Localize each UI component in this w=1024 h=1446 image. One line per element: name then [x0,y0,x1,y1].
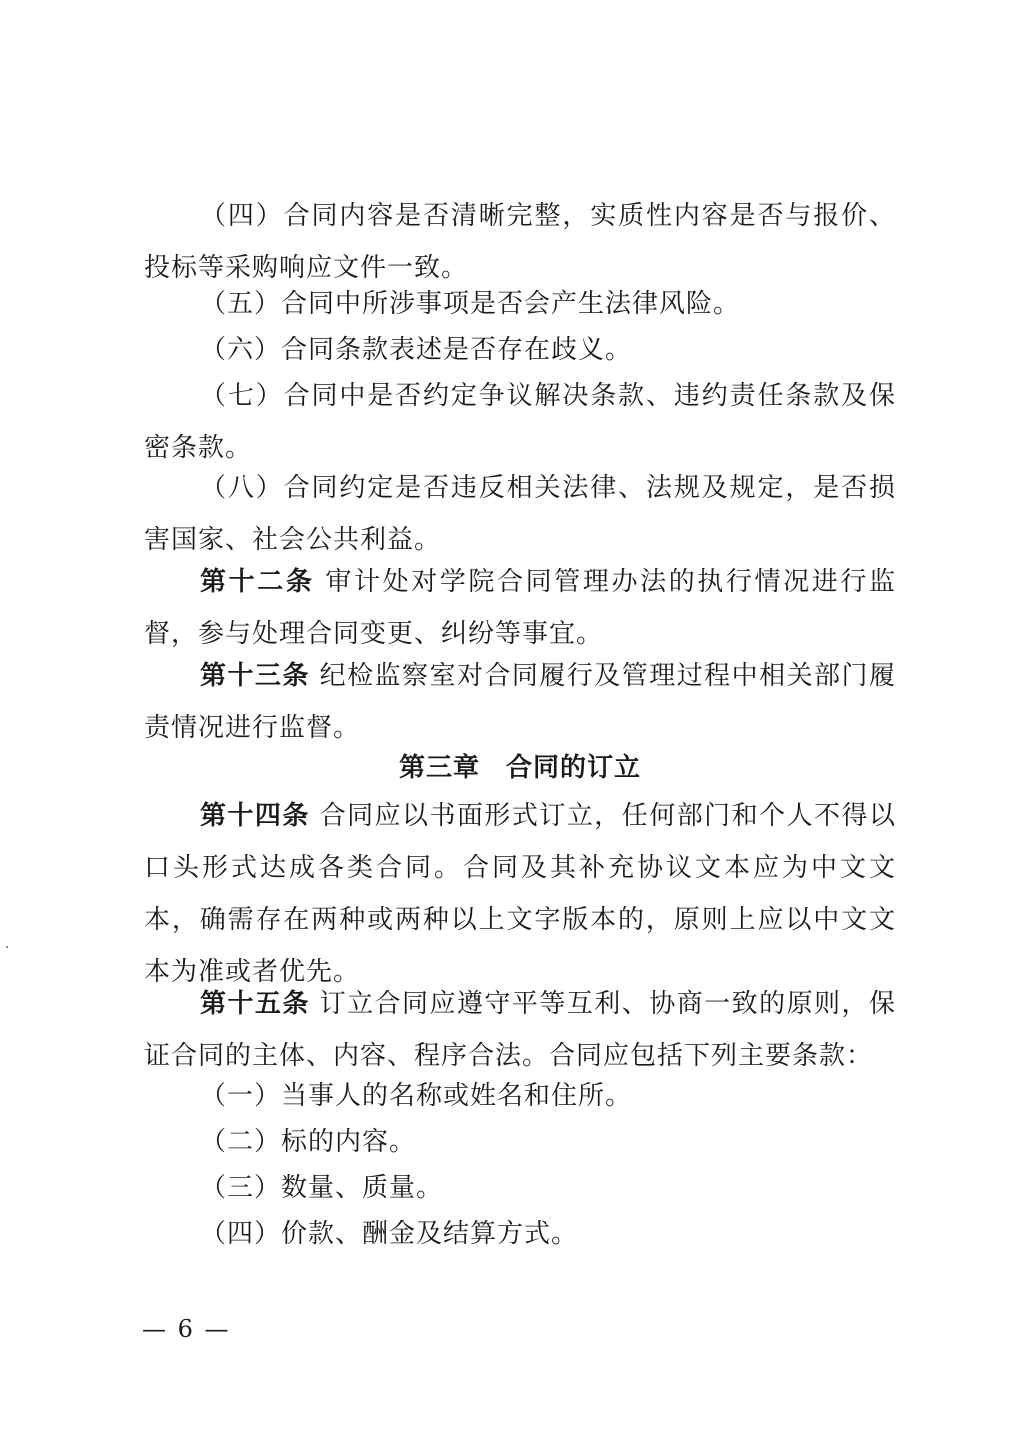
article-12 [144,556,896,660]
article-text: 纪检监察室对合同履行及管理过程中相关部门履责情况进行监督。 [144,661,896,743]
clause-item-2 [144,1116,896,1168]
chapter-number: 第三章 [398,753,480,783]
paragraph-text: （四）合同内容是否清晰完整，实质性内容是否与报价、投标等采购响应文件一致。 [144,201,896,283]
paragraph-text: （二）标的内容。 [200,1127,417,1157]
scan-speck [6,946,8,948]
article-13 [144,650,896,754]
article-15 [144,978,896,1082]
paragraph-item-5 [144,278,896,330]
paragraph-text: （七）合同中是否约定争议解决条款、违约责任条款及保密条款。 [144,381,896,463]
paragraph-text: （八）合同约定是否违反相关法律、法规及规定，是否损害国家、社会公共利益。 [144,473,896,555]
chapter-heading [144,742,896,794]
article-14 [144,790,896,998]
clause-item-3 [144,1162,896,1214]
paragraph-text: （六）合同条款表述是否存在歧义。 [200,335,633,365]
article-text: 订立合同应遵守平等互利、协商一致的原则，保证合同的主体、内容、程序合法。合同应包括下列主要条款： [144,989,896,1071]
page-number: — 6 — [142,1315,231,1343]
article-number: 第十二条 [200,567,315,597]
paragraph-text: （三）数量、质量。 [200,1173,444,1203]
paragraph-item-8 [144,462,896,566]
paragraph-item-6 [144,324,896,376]
chapter-title: 合同的订立 [506,753,642,783]
paragraph-text: （四）价款、酬金及结算方式。 [200,1219,579,1249]
clause-item-4 [144,1208,896,1260]
paragraph-item-7 [144,370,896,474]
clause-item-1 [144,1070,896,1122]
article-number: 第十五条 [200,989,310,1019]
article-number: 第十四条 [200,801,310,831]
article-text: 合同应以书面形式订立，任何部门和个人不得以口头形式达成各类合同。合同及其补充协议文本应为中文文本，确需存在两种或两种以上文字版本的，原则上应以中文文本为准或者优先。 [144,801,896,987]
article-number: 第十三条 [200,661,310,691]
article-text: 审计处对学院合同管理办法的执行情况进行监督，参与处理合同变更、纠纷等事宜。 [144,567,896,649]
paragraph-text: （五）合同中所涉事项是否会产生法律风险。 [200,289,741,319]
paragraph-text: （一）当事人的名称或姓名和住所。 [200,1081,633,1111]
